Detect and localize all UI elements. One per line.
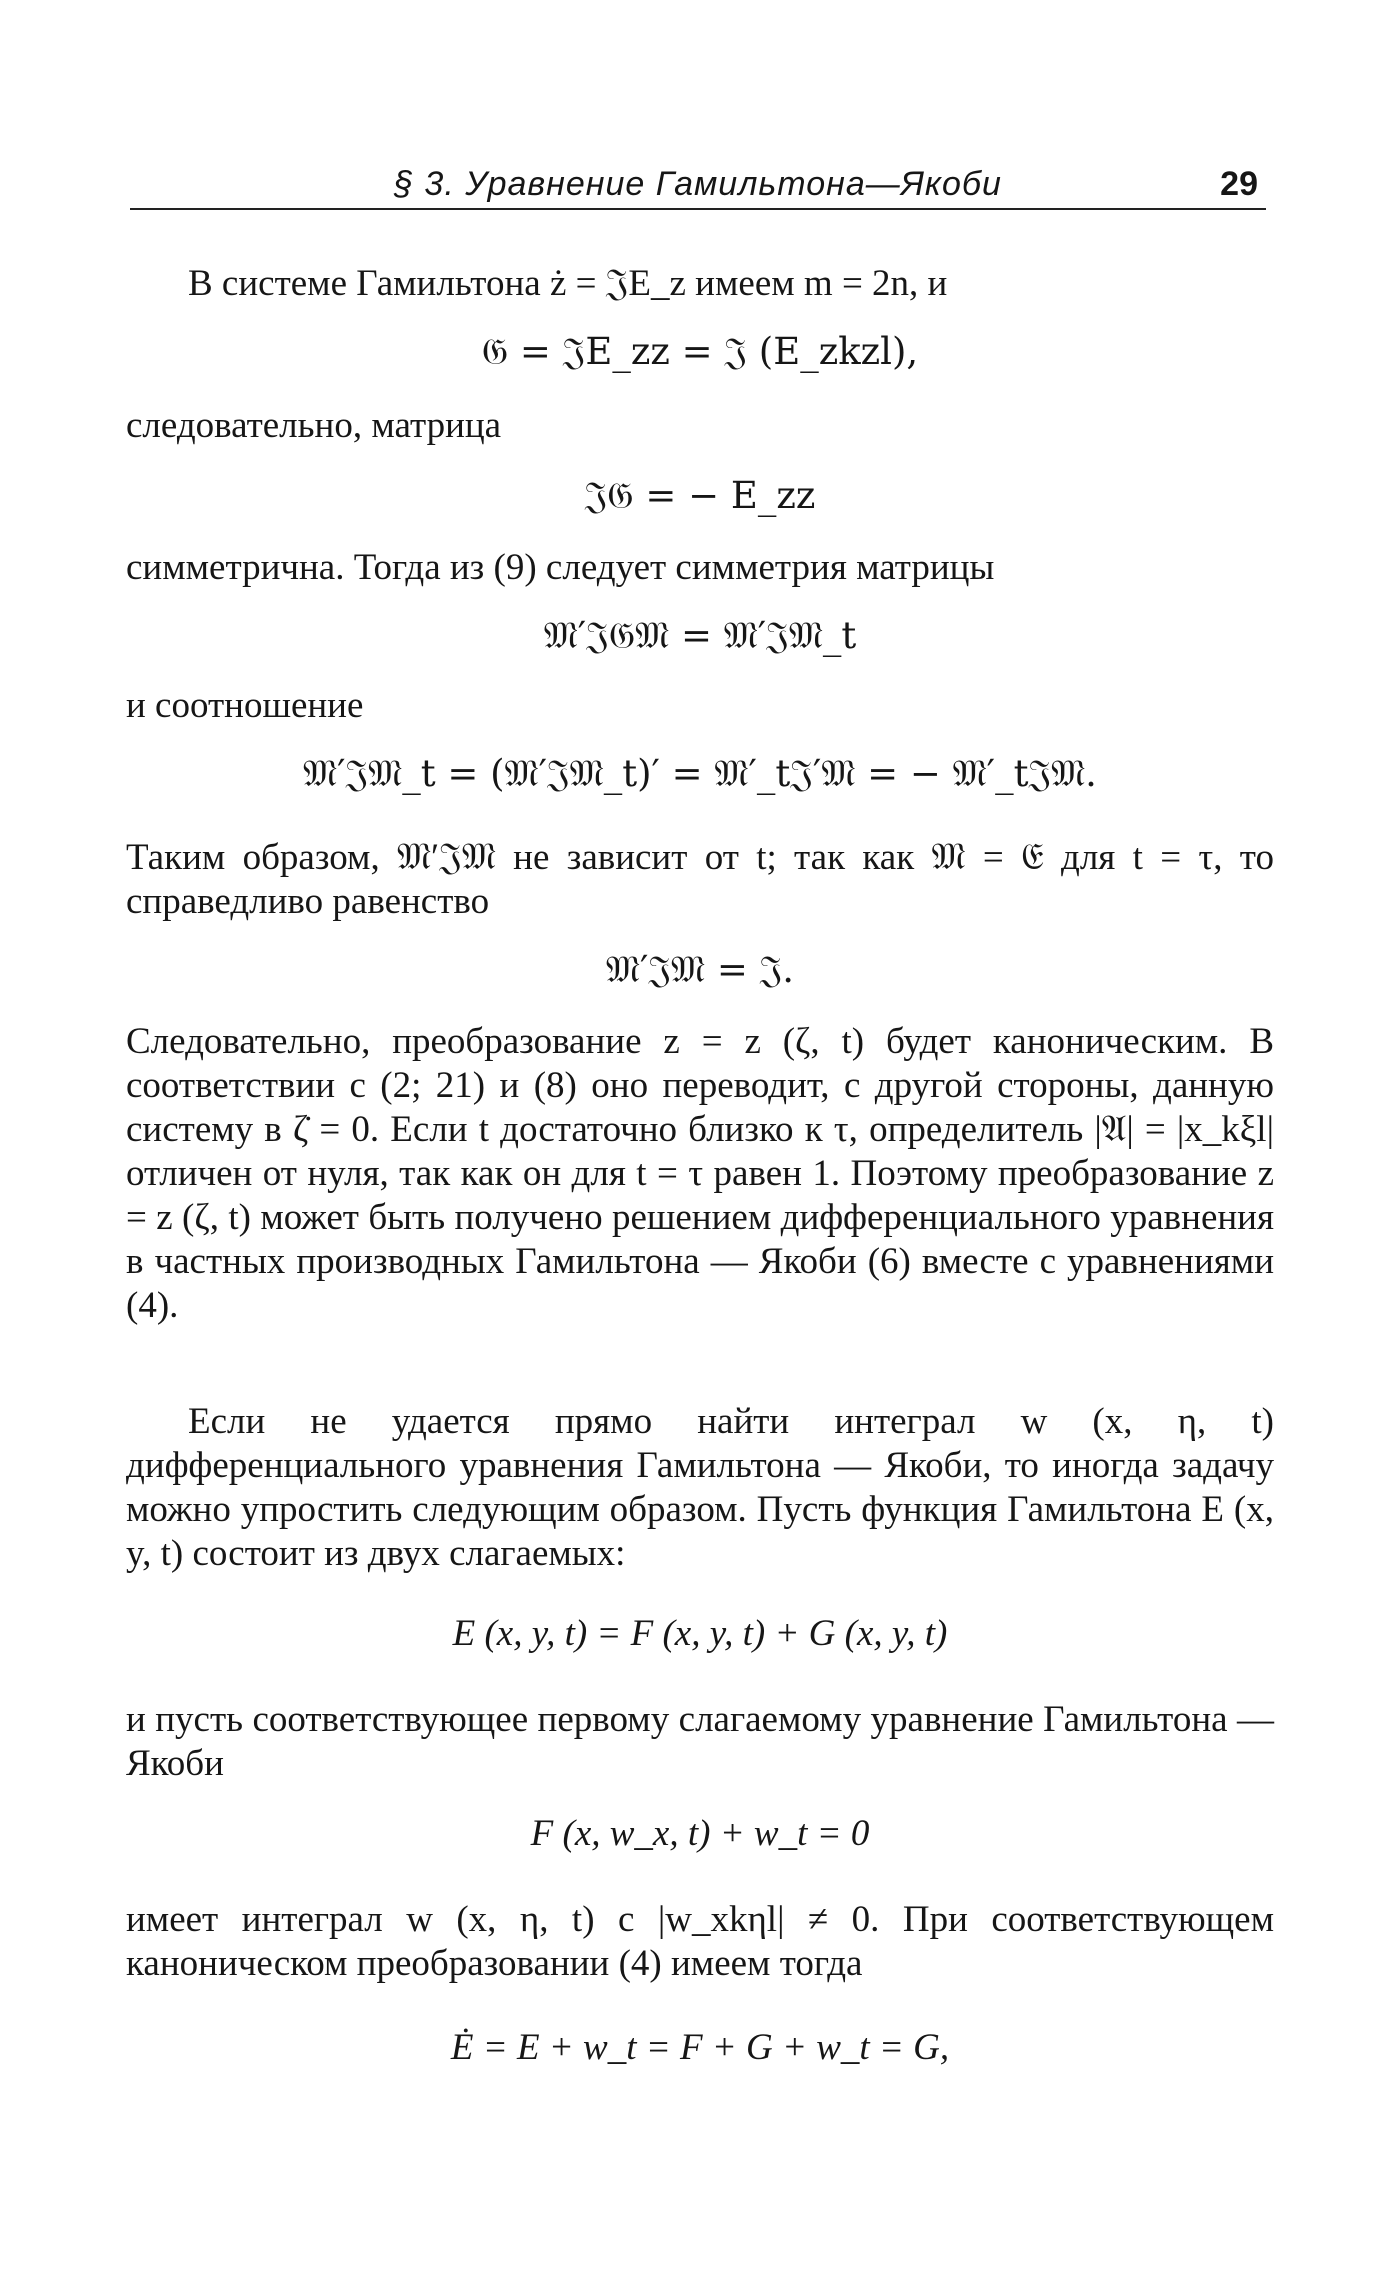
running-head	[130, 160, 1266, 210]
section-title: § 3. Уравнение Гамильтона—Якоби	[394, 165, 1002, 203]
equation-4: 𝔐′𝔍𝔐_t = (𝔐′𝔍𝔐_t)′ = 𝔐′_t𝔍′𝔐 = − 𝔐′_t𝔍𝔐.	[303, 752, 1097, 795]
equation-6: E (x, y, t) = F (x, y, t) + G (x, y, t)	[452, 1613, 948, 1654]
equation-2: 𝔍𝔊 = − E_zz	[584, 474, 816, 517]
paragraph-6: Следовательно, преобразование z = z (ζ, t) будет каноническим. В соответствии с (2; 21) и (8) оно переводит, с другой стороны, данную систему в ζ̇ = 0. Если t достаточно близко к τ, определитель |𝔄| = |x_kξl| отличен от нуля, так как он для t = τ равен 1. Поэтому преобразование z = z (ζ, t) может быть получено решением дифференциального уравнения в частных производных Гамильтона — Якоби (6) вместе с уравнениями (4).	[126, 1021, 1274, 1326]
paragraph-8: и пусть соответствующее первому слагаемому уравнение Гамильтона — Якоби	[126, 1699, 1274, 1784]
paragraph-1: В системе Гамильтона ż = 𝔍E_z имеем m = 2n, и	[188, 263, 948, 304]
equation-1: 𝔊 = 𝔍E_zz = 𝔍 (E_zkzl),	[481, 330, 919, 373]
equation-7: F (x, w_x, t) + w_t = 0	[530, 1813, 870, 1854]
paragraph-9: имеет интеграл w (x, η, t) с |w_xkηl| ≠ 0. При соответствующем каноническом преобразовании (4) имеем тогда	[126, 1899, 1274, 1984]
paragraph-4: и соотношение	[126, 685, 364, 726]
paragraph-5: Таким образом, 𝔐′𝔍𝔐 не зависит от t; так как 𝔐 = 𝔈 для t = τ, то справедливо равенство	[126, 837, 1274, 922]
equation-5: 𝔐′𝔍𝔐 = 𝔍.	[605, 948, 795, 991]
paragraph-2: следовательно, матрица	[126, 405, 502, 446]
page-number: 29	[1220, 165, 1258, 203]
paragraph-7: Если не удается прямо найти интеграл w (x, η, t) дифференциального уравнения Гамильтона — Якоби, то иногда задачу можно упростить следующим образом. Пусть функция Гамильтона E (x, y, t) состоит из двух слагаемых:	[126, 1401, 1274, 1574]
paragraph-3: симметрична. Тогда из (9) следует симметрия матрицы	[126, 547, 995, 588]
equation-8: Ė = E + w_t = F + G + w_t = G,	[450, 2027, 950, 2068]
equation-3: 𝔐′𝔍𝔊𝔐 = 𝔐′𝔍𝔐_t	[543, 614, 857, 657]
